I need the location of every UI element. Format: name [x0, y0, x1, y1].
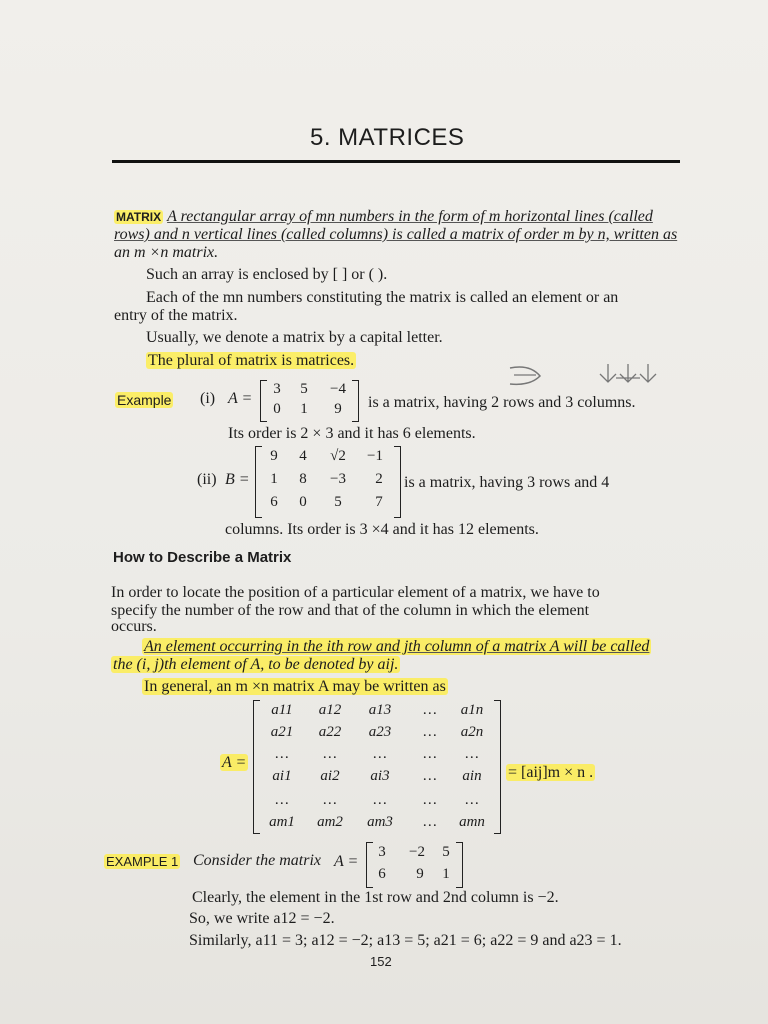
A-cell: 1: [300, 401, 308, 417]
B-cell: −1: [367, 448, 383, 464]
general-matrix-cell: amn: [459, 814, 485, 830]
example-i-label: (i): [200, 390, 216, 407]
general-matrix-cell: am3: [367, 814, 393, 830]
matrix-label: MATRIX: [116, 210, 162, 224]
matrix-definition: [114, 208, 653, 226]
general-matrix-cell: …: [423, 702, 437, 718]
general-matrix-cell: a22: [318, 724, 342, 740]
describe-heading: How to Describe a Matrix: [113, 549, 292, 566]
general-matrix-cell: …: [373, 792, 387, 808]
B-cell: √2: [330, 448, 346, 464]
describe-p1-line1: In order to locate the position of a particular element of a matrix, we have to: [111, 584, 600, 601]
ex1-cell: 3: [378, 844, 386, 860]
ex1-cell: 9: [416, 866, 424, 882]
describe-p1-line3: occurs.: [111, 618, 157, 635]
general-matrix-cell: am2: [317, 814, 343, 830]
example-i-desc: is a matrix, having 2 rows and 3 columns.: [368, 394, 636, 411]
general-matrix-cell: a1n: [460, 702, 484, 718]
example1-so: So, we write a12 = −2.: [189, 910, 335, 927]
enclosed-text: Such an array is enclosed by [ ] or ( ).: [146, 266, 388, 283]
ex1-cell: 1: [442, 866, 450, 882]
handwritten-arrow-marks: [500, 358, 680, 398]
B-cell: 9: [270, 448, 278, 464]
matrix-A-eq: A =: [228, 390, 253, 407]
A-cell: −4: [330, 381, 346, 397]
general-matrix-cell: …: [373, 746, 387, 762]
general-matrix-cell: …: [323, 792, 337, 808]
example-i-order: Its order is 2 × 3 and it has 6 elements.: [228, 425, 476, 442]
general-matrix-cell: …: [275, 746, 289, 762]
general-matrix-cell: ai3: [370, 768, 390, 784]
A-cell: 0: [273, 401, 281, 417]
general-matrix-cell: …: [423, 792, 437, 808]
general-matrix-cell: ai2: [320, 768, 340, 784]
A-cell: 3: [273, 381, 281, 397]
general-matrix-cell: a11: [271, 702, 293, 718]
describe-p2-line1: An element occurring in the ith row and jth column of a matrix A will be called: [144, 638, 650, 655]
each-line1: Each of the mn numbers constituting the matrix is called an element or an: [146, 289, 619, 306]
ex1-cell: 5: [442, 844, 450, 860]
ex1-cell: 6: [378, 866, 386, 882]
describe-p2-line2: the (i, j)th element of A, to be denoted by aij.: [113, 656, 399, 673]
B-cell: 5: [334, 494, 342, 510]
A-cell: 9: [334, 401, 342, 417]
example1-A-eq: A =: [334, 853, 359, 870]
B-cell: 4: [299, 448, 307, 464]
general-matrix-cell: a23: [368, 724, 392, 740]
plural-text: The plural of matrix is matrices.: [148, 352, 355, 369]
B-cell: 1: [270, 471, 278, 487]
matrix-def-line1: A rectangular array of mn numbers in the form of m horizontal lines (called: [167, 208, 653, 225]
example-ii-label: (ii): [197, 471, 217, 488]
general-matrix-cell: ai1: [272, 768, 292, 784]
B-cell: 8: [299, 471, 307, 487]
example1-consider: Consider the matrix: [193, 852, 321, 869]
ex1-cell: −2: [409, 844, 425, 860]
general-matrix-cell: …: [423, 724, 437, 740]
general-right-bracket: [494, 700, 501, 834]
general-matrix-cell: …: [423, 768, 437, 784]
general-left-bracket: [253, 700, 260, 834]
B-cell: 6: [270, 494, 278, 510]
example-ii-order: columns. Its order is 3 ×4 and it has 12 elements.: [225, 521, 539, 538]
general-matrix-cell: ain: [462, 768, 482, 784]
example-label: Example: [117, 392, 172, 408]
general-rhs: = [aij]m × n .: [508, 764, 594, 781]
matrix-def-line2: rows) and n vertical lines (called columns) is called a matrix of order m by n, written as: [114, 226, 678, 243]
chapter-title: 5. MATRICES: [310, 124, 465, 151]
describe-p1-line2: specify the number of the row and that of the column in which the element: [111, 602, 590, 619]
usually-text: Usually, we denote a matrix by a capital letter.: [146, 329, 443, 346]
general-matrix-cell: …: [465, 746, 479, 762]
general-matrix-cell: …: [323, 746, 337, 762]
page-number: 152: [370, 954, 392, 969]
general-A-eq: A =: [222, 754, 247, 771]
example1-similarly: Similarly, a11 = 3; a12 = −2; a13 = 5; a21 = 6; a22 = 9 and a23 = 1.: [189, 932, 622, 949]
general-text: In general, an m ×n matrix A may be written as: [144, 678, 446, 695]
general-matrix-cell: a2n: [460, 724, 484, 740]
B-cell: −3: [330, 471, 346, 487]
matrix-def-line3: an m ×n matrix.: [114, 244, 219, 261]
general-matrix-cell: a13: [368, 702, 392, 718]
example1-label: EXAMPLE 1: [106, 854, 179, 869]
general-matrix-cell: …: [423, 814, 437, 830]
each-line2: entry of the matrix.: [114, 307, 238, 324]
example1-clearly: Clearly, the element in the 1st row and 2nd column is −2.: [192, 889, 559, 906]
B-cell: 7: [375, 494, 383, 510]
general-matrix-cell: a12: [318, 702, 342, 718]
general-matrix-cell: …: [275, 792, 289, 808]
example-ii-desc: is a matrix, having 3 rows and 4: [404, 474, 610, 491]
A-cell: 5: [300, 381, 308, 397]
general-matrix-cell: am1: [269, 814, 295, 830]
B-cell: 2: [375, 471, 383, 487]
general-matrix-cell: …: [423, 746, 437, 762]
general-matrix-cell: …: [465, 792, 479, 808]
matrix-B-eq: B =: [225, 471, 250, 488]
general-matrix-cell: a21: [270, 724, 294, 740]
B-cell: 0: [299, 494, 307, 510]
title-rule: [112, 160, 680, 163]
